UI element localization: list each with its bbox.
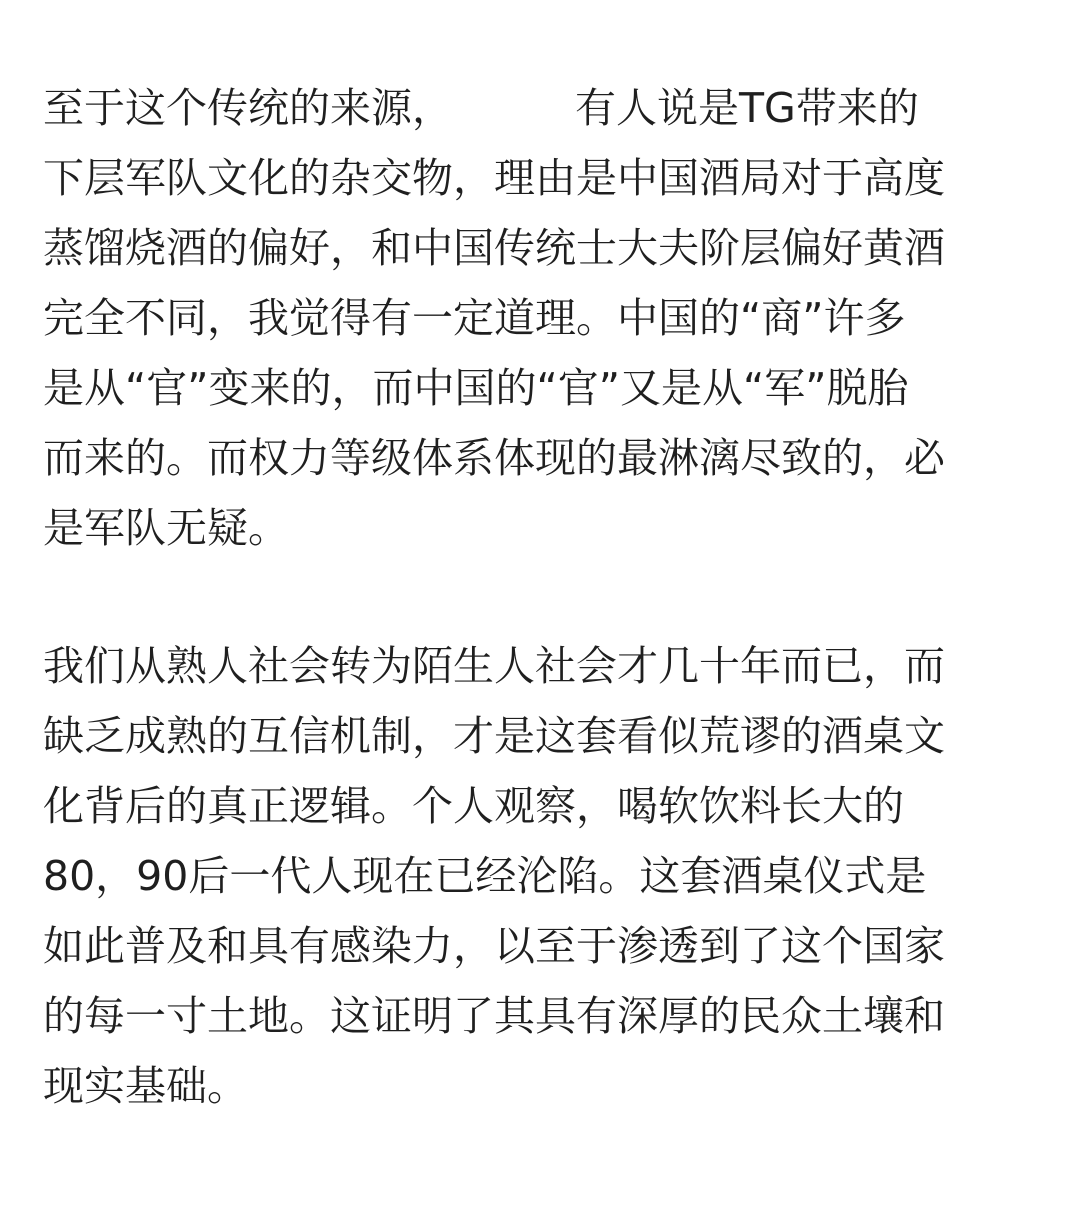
text-line: 完全不同，我觉得有一定道理。中国的“商”许多	[43, 294, 906, 342]
text-line: 我们从熟人社会转为陌生人社会才几十年而已，而	[43, 642, 945, 690]
text-line-part: 至于这个传统的来源，	[43, 84, 453, 132]
text-line: 下层军队文化的杂交物，理由是中国酒局对于高度	[43, 154, 945, 202]
text-line	[43, 73, 1043, 143]
redaction-gap	[453, 121, 575, 122]
article-paragraph-2	[43, 631, 1043, 1121]
text-line: 如此普及和具有感染力，以至于渗透到了这个国家	[43, 922, 945, 970]
text-line: 80，90后一代人现在已经沦陷。这套酒桌仪式是	[43, 852, 927, 900]
text-line: 现实基础。	[43, 1062, 248, 1110]
text-line: 是从“官”变来的，而中国的“官”又是从“军”脱胎	[43, 364, 909, 412]
text-line: 的每一寸土地。这证明了其具有深厚的民众土壤和	[43, 992, 945, 1040]
text-line: 化背后的真正逻辑。个人观察，喝软饮料长大的	[43, 782, 904, 830]
text-line: 是军队无疑。	[43, 504, 289, 552]
text-line: 蒸馏烧酒的偏好，和中国传统士大夫阶层偏好黄酒	[43, 224, 945, 272]
article-paragraph-1	[43, 73, 1043, 563]
text-line-part: 有人说是TG带来的	[575, 84, 919, 132]
text-line: 缺乏成熟的互信机制，才是这套看似荒谬的酒桌文	[43, 712, 945, 760]
text-line: 而来的。而权力等级体系体现的最淋漓尽致的，必	[43, 434, 945, 482]
